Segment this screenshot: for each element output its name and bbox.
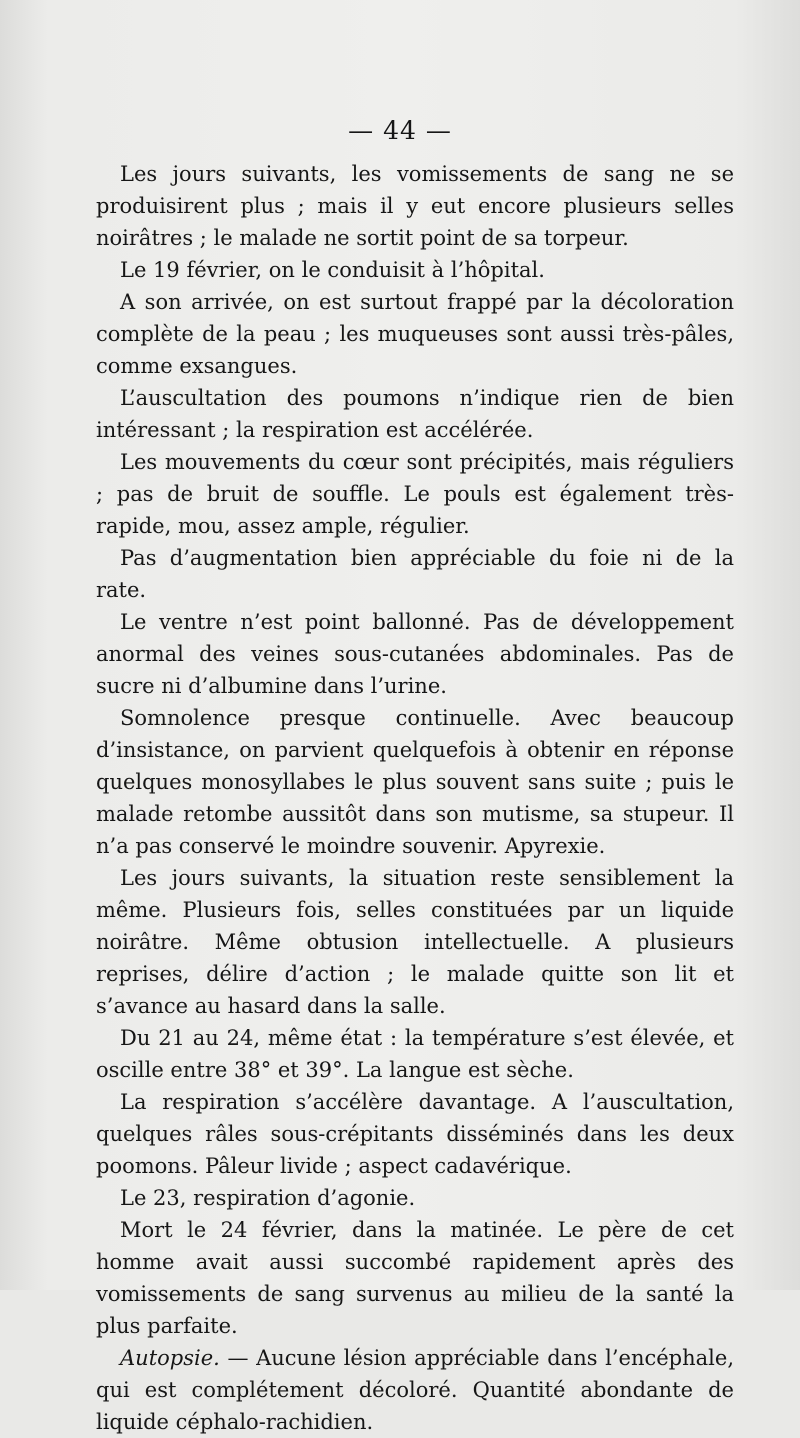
page-body <box>96 158 734 1438</box>
paragraph-3: A son arrivée, on est surtout frappé par la décoloration complète de la peau ; les muqueuses sont aussi très-pâles, comme exsangues. <box>96 290 734 378</box>
paragraph-4: L’auscultation des poumons n’indique rien de bien intéressant ; la respiration est accélérée. <box>96 386 734 442</box>
paragraph-13: Mort le 24 février, dans la matinée. Le père de cet homme avait aussi succombé rapidement après des vomissements de sang survenus au milieu de la santé la plus parfaite. <box>96 1218 734 1338</box>
paragraph-1: Les jours suivants, les vomissements de sang ne se produisirent plus ; mais il y eut encore plusieurs selles noirâtres ; le malade ne sortit point de sa torpeur. <box>96 162 734 250</box>
paragraph-7: Le ventre n’est point ballonné. Pas de développement anormal des veines sous-cutanées abdominales. Pas de sucre ni d’albumine dans l’urine. <box>96 610 734 698</box>
paragraph-10: Du 21 au 24, même état : la température s’est élevée, et oscille entre 38° et 39°. La langue est sèche. <box>96 1026 734 1082</box>
paragraph-8: Somnolence presque continuelle. Avec beaucoup d’insistance, on parvient quelquefois à obtenir en réponse quelques monosyllabes le plus souvent sans suite ; puis le malade retombe aussitôt dans son mutisme, sa stupeur. Il n’a pas conservé le moindre souvenir. Apyrexie. <box>96 706 734 858</box>
paragraph-11: La respiration s’accélère davantage. A l’auscultation, quelques râles sous-crépitants disséminés dans les deux poomons. Pâleur livide ; aspect cadavérique. <box>96 1090 734 1178</box>
autopsy-paragraph <box>96 1342 734 1438</box>
paragraph-9: Les jours suivants, la situation reste sensiblement la même. Plusieurs fois, selles constituées par un liquide noirâtre. Même obtusion intellectuelle. A plusieurs reprises, délire d’action ; le malade quitte son lit et s’avance au hasard dans la salle. <box>96 866 734 1018</box>
paragraph-2: Le 19 février, on le conduisit à l’hôpital. <box>120 258 545 282</box>
autopsy-label: Autopsie. <box>120 1346 220 1370</box>
paragraph-6: Pas d’augmentation bien appréciable du foie ni de la rate. <box>96 546 734 602</box>
autopsy-text: — Aucune lésion appréciable dans l’encéphale, qui est complétement décoloré. Quantité abondante de liquide céphalo-rachidien. <box>96 1346 734 1434</box>
paragraph-5: Les mouvements du cœur sont précipités, mais réguliers ; pas de bruit de souffle. Le pouls est également très-rapide, mou, assez ample, régulier. <box>96 450 734 538</box>
page-number: — 44 — <box>348 116 452 145</box>
paragraph-12: Le 23, respiration d’agonie. <box>120 1186 416 1210</box>
